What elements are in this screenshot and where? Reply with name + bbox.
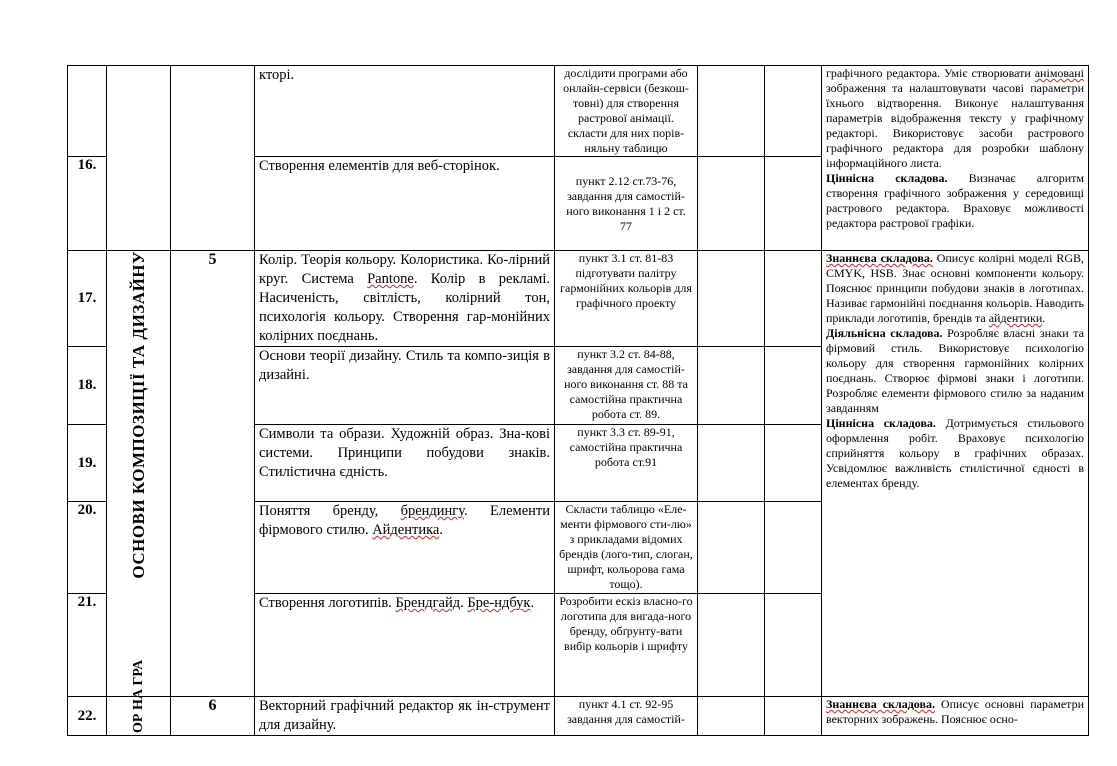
learning-results [822,697,1089,736]
result-text: анімовані [1034,66,1084,80]
learning-results [822,251,1089,697]
result-heading: Ціннісна складова. [826,171,948,185]
hours-cell-prev [171,66,255,251]
lesson-topic: Символи та образи. Художній образ. Зна-кові системи. Принципи побудови знаків. Стилістична єдність. [255,425,555,502]
lesson-number: 16. [68,157,107,251]
note-cell [765,502,822,594]
result-heading: Діяльнісна складова. [826,326,943,340]
lesson-number: 21. [68,594,107,697]
note-cell [765,697,822,736]
topic-text: Поняття бренду, [259,503,401,519]
homework-task: пункт 2.12 ст.73-76, завдання для самостій-ного виконання 1 і 2 ст. 77 [555,157,698,251]
lesson-number: 19. [68,425,107,502]
homework-task: пункт 3.2 ст. 84-88, завдання для самостій-ного виконання ст. 88 та самостійна практична робота ст. 89. [555,347,698,425]
lesson-topic: Векторний графічний редактор як ін-струмент для дизайну. [255,697,555,736]
lesson-number: 18. [68,347,107,425]
lesson-topic: Колір. Теорія кольору. Колористика. Ко-лірний круг. Система Pantone. Колір в рекламі. Насиченість, світлість, колірний тон, психологія кольору. Створення гар-монійних колірних поєднань. [255,251,555,347]
topic-term: Айдентика [372,522,440,538]
result-heading: Ціннісна складова. [826,416,936,430]
table-row [68,697,1089,736]
homework-task: пункт 4.1 ст. 92-95 завдання для самостій- [555,697,698,736]
homework-task: пункт 3.3 ст. 89-91, самостійна практична робота ст.91 [555,425,698,502]
date-cell [698,157,765,251]
hours-count: 6 [171,697,255,736]
homework-task: пункт 3.1 ст. 81-83 підготувати палітру гармонійних кольорів для графічного проекту [555,251,698,347]
result-text: Розробляє власні знаки та фірмовий стиль. Використовує психологію кольору для створення гармонійних колірних поєднань. Створює фірмові знаки і логотипи. Розробляє елементи фірмового стилю за наданим завданням [826,326,1084,415]
section-title: ОР НА ГРА [130,659,146,733]
homework-task: дослідити програми або онлайн-сервіси (безкош-товні) для створення растрової анімації. скласти для них порів-няльну таблицю [555,66,698,157]
topic-text: Створення логотипів. [259,595,396,611]
note-cell [765,425,822,502]
lesson-number [68,66,107,157]
note-cell [765,594,822,697]
topic-term: Бре-ндбук [467,595,531,611]
result-text: Описує основні параметри векторних зображень. Пояснює осно- [826,697,1084,726]
date-cell [698,697,765,736]
date-cell [698,502,765,594]
result-heading: Знаннєва складова. [826,697,935,711]
lesson-topic: кторі. [255,66,555,157]
result-text: Дотримується стильового оформлення робіт. Враховує психологію сприйняття кольору в графічних образах. Усвідомлює важливість стилістичної єдності в елементах бренду. [826,416,1085,490]
topic-text: . [439,522,443,538]
result-text: графічного редактора. Уміє створювати [826,66,1035,80]
result-text: Описує колірні моделі RGB, CMYK, HSB. Знає основні компоненти кольору. Пояснює принципи побудови знаків в логотипах. Називає гармонійні поєднання кольорів. Наводить приклади логотипів, брендів та [826,251,1084,325]
section-title-cell [107,251,171,697]
learning-results [822,66,1089,251]
note-cell [765,347,822,425]
note-cell [765,251,822,347]
lesson-number: 22. [68,697,107,736]
date-cell [698,425,765,502]
section-title: ОСНОВИ КОМПОЗИЦІЇ ТА ДИЗАЙНУ [128,251,148,579]
date-cell [698,347,765,425]
result-text: айдентики [988,311,1043,325]
lesson-topic [255,594,555,697]
result-text: . [1042,311,1046,325]
topic-text: . [460,595,468,611]
homework-task: Розробити ескіз власно-го логотипа для вигада-ного бренду, обґрунту-вати вибір кольорів і шрифту [555,594,698,697]
note-cell [765,157,822,251]
lesson-topic: Створення елементів для веб-сторінок. [255,157,555,251]
lesson-number: 20. [68,502,107,594]
date-cell [698,251,765,347]
result-text: Визначає алгоритм створення графічного зображення у середовищі растрового редактора. Враховує можливості редактора растрової графіки. [826,171,1085,230]
result-heading: Знаннєва складова. [826,251,933,265]
section-title-cell [107,659,171,736]
topic-text: . Елементи фірмового стилю. [259,503,550,538]
table-row [68,251,1089,347]
section-cell-prev [107,66,171,251]
homework-task: Скласти таблицю «Еле-менти фірмового сти-лю» з прикладами відомих брендів (лого-тип, слоган, шрифт, кольорова гама тощо). [555,502,698,594]
date-cell [698,66,765,157]
note-cell [765,66,822,157]
hours-count: 5 [171,251,255,697]
lesson-topic [255,502,555,594]
lesson-number: 17. [68,251,107,347]
lesson-topic: Основи теорії дизайну. Стиль та компо-зиція в дизайні. [255,347,555,425]
topic-text: . [530,595,535,611]
topic-term: Pantone [367,271,414,287]
topic-term: Брендгайд [395,595,461,611]
topic-term: брендингу [400,503,465,519]
curriculum-table [67,65,1089,736]
table-row [68,66,1089,157]
date-cell [698,594,765,697]
result-text: зображення та налаштовувати часові параметри їхнього відтворення. Виконує налаштування параметрів відображення тексту у графічному редакторі. Використовує засоби растрового графічного редактора для розробки шаблону інформаційного листа. [826,81,1084,170]
